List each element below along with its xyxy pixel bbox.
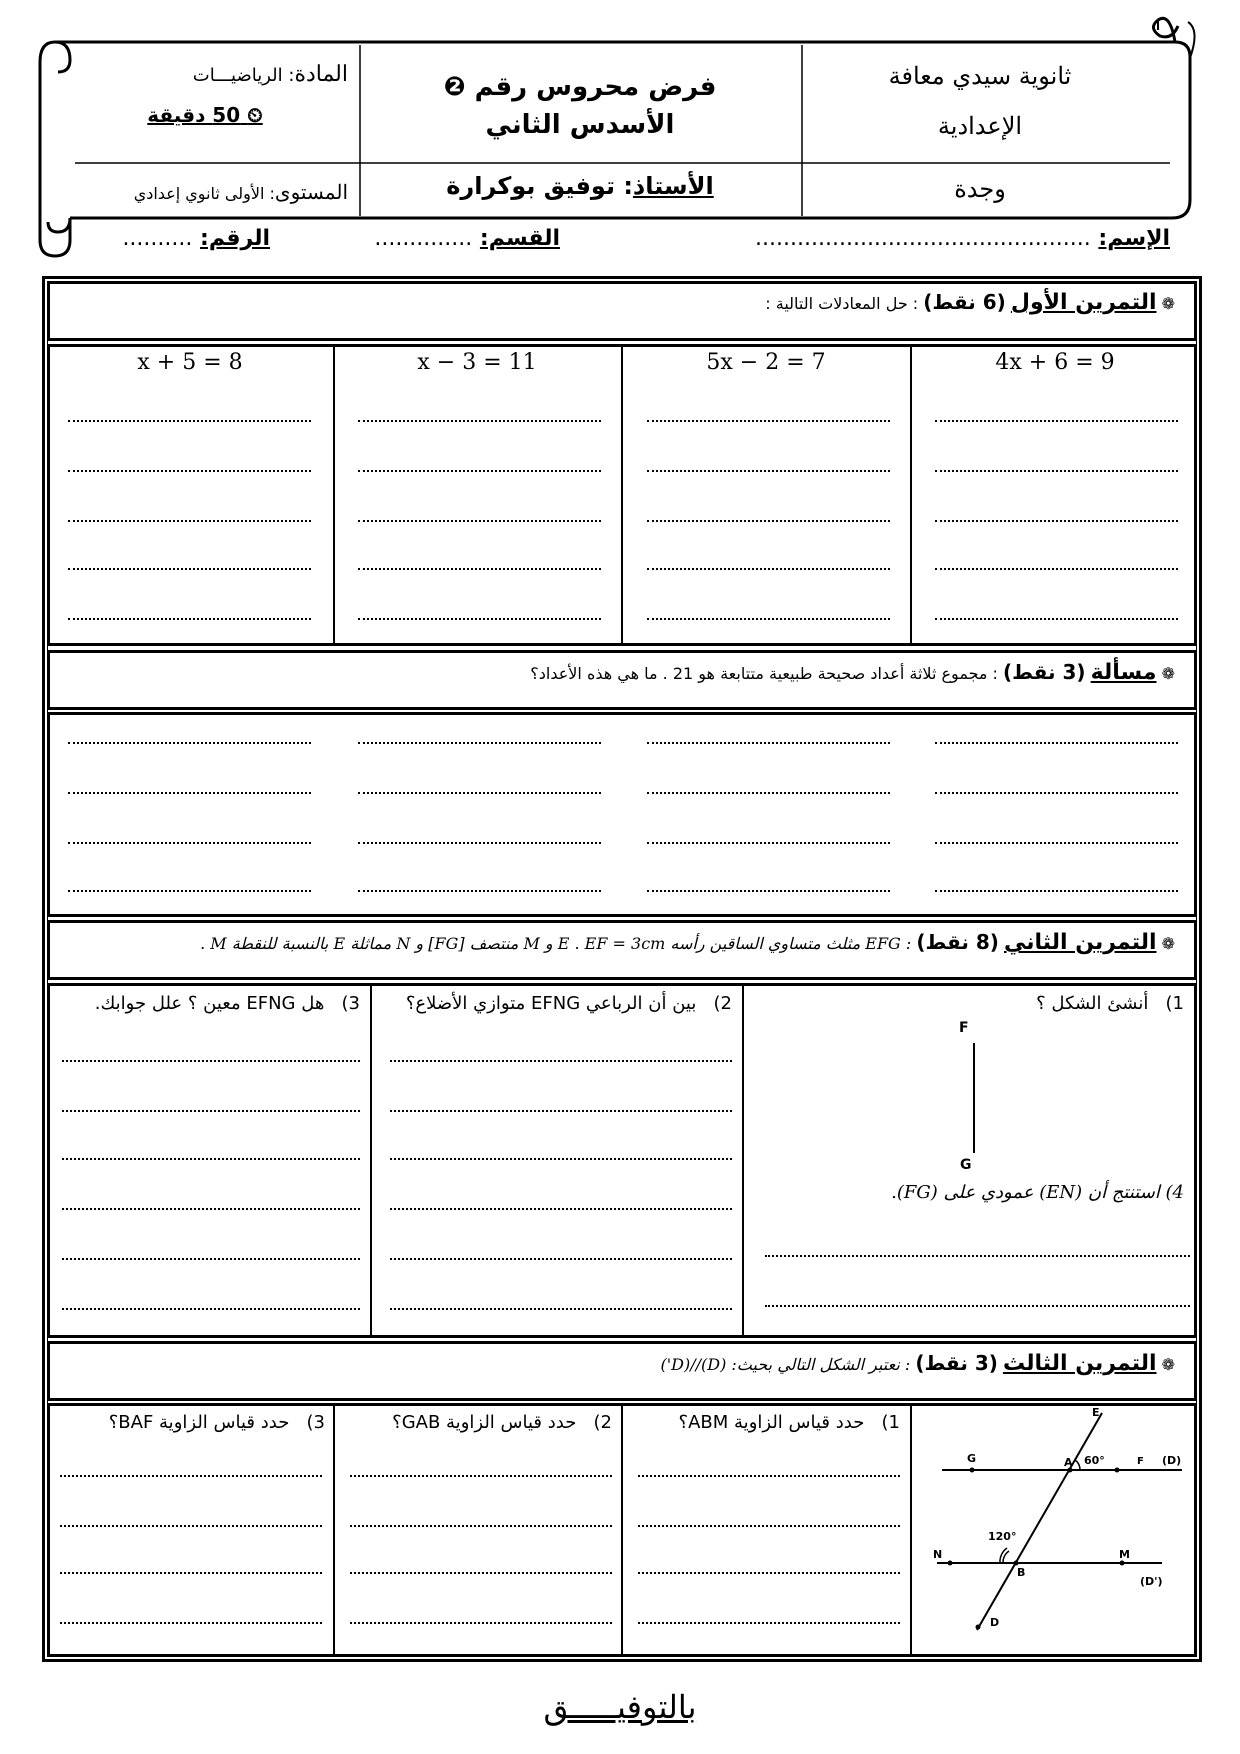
answer-line[interactable] [68, 470, 311, 472]
fig-label-g: G [967, 1452, 977, 1465]
answer-line[interactable] [350, 1572, 612, 1574]
fig-label-b: B [1017, 1566, 1026, 1579]
answer-line[interactable] [647, 792, 890, 794]
answer-line[interactable] [62, 1060, 360, 1062]
answer-line[interactable] [68, 890, 311, 892]
ex2-points: (8 نقط) [916, 930, 999, 954]
equation-1: 4x + 6 = 9 [995, 350, 1115, 375]
student-number-field[interactable] [80, 226, 270, 251]
ex3-heading [60, 1351, 1175, 1376]
school-name: ثانوية سيدي معافة [888, 62, 1072, 90]
teacher-label: الأستاذ [632, 172, 714, 200]
parallel-lines-figure [912, 1405, 1195, 1655]
answer-line[interactable] [68, 520, 311, 522]
answer-line[interactable] [62, 1110, 360, 1112]
ex3-q2 [342, 1412, 612, 1433]
answer-line[interactable] [62, 1258, 360, 1260]
duration-line [120, 103, 290, 127]
answer-line[interactable] [390, 1258, 732, 1260]
answer-line[interactable] [68, 420, 311, 422]
answer-line[interactable] [647, 618, 890, 620]
answer-line[interactable] [935, 742, 1178, 744]
problem-heading [60, 660, 1175, 685]
unit-city: وجدة [954, 175, 1006, 203]
equation-4: x + 5 = 8 [137, 350, 243, 375]
ex1-points: (6 نقط) [923, 290, 1006, 314]
answer-line[interactable] [935, 842, 1178, 844]
answer-line[interactable] [765, 1305, 1190, 1307]
answer-line[interactable] [638, 1622, 900, 1624]
student-number-dots: .......... [122, 226, 193, 251]
answer-line[interactable] [60, 1622, 322, 1624]
school-name-line2: الإعدادية [937, 112, 1023, 140]
ex3-q1 [630, 1412, 900, 1433]
ex3-text: : نعتبر الشكل التالي بحيث: (D)//(D') [660, 1355, 911, 1374]
ex3-q1-text: حدد قياس الزاوية ABM؟ [678, 1412, 865, 1433]
ex2-q1-text: أنشئ الشكل ؟ [1036, 993, 1149, 1014]
ex2-heading [60, 930, 1175, 955]
ex2-text: : EFG مثلث متساوي الساقين رأسه E . EF = 3cm و M منتصف [FG] و N مماثلة E بالنسبة للنقطة M . [200, 934, 912, 953]
fig-label-n: N [933, 1548, 943, 1561]
answer-line[interactable] [935, 792, 1178, 794]
ex3-title: التمرين الثالث [1002, 1351, 1157, 1376]
answer-line[interactable] [358, 618, 601, 620]
ex3-q2-text: حدد قياس الزاوية GAB؟ [392, 1412, 577, 1433]
ex1-heading [60, 290, 1175, 315]
answer-line[interactable] [68, 618, 311, 620]
ex2-q3 [55, 993, 360, 1014]
answer-line[interactable] [390, 1208, 732, 1210]
subject-label: المادة [294, 62, 348, 87]
answer-line[interactable] [638, 1525, 900, 1527]
student-number-label: الرقم: [200, 226, 270, 251]
answer-line[interactable] [350, 1622, 612, 1624]
answer-line[interactable] [358, 520, 601, 522]
equation-3: x − 3 = 11 [417, 350, 537, 375]
answer-line[interactable] [358, 890, 601, 892]
answer-line[interactable] [647, 890, 890, 892]
answer-line[interactable] [62, 1308, 360, 1310]
equation-2: 5x − 2 = 7 [706, 350, 826, 375]
clock-icon: ⏲ [247, 103, 263, 127]
ex3-q3-text: حدد قياس الزاوية BAF؟ [108, 1412, 290, 1433]
answer-line[interactable] [765, 1255, 1190, 1257]
answer-line[interactable] [358, 470, 601, 472]
answer-line[interactable] [390, 1308, 732, 1310]
flower-icon: ❁ [1161, 294, 1175, 313]
answer-line[interactable] [62, 1158, 360, 1160]
level-label: المستوى [274, 180, 348, 204]
answer-line[interactable] [935, 520, 1178, 522]
segment-fg-figure [940, 1015, 1020, 1175]
exam-title: فرض محروس رقم ❷ [443, 72, 717, 102]
answer-line[interactable] [935, 420, 1178, 422]
answer-line[interactable] [60, 1475, 322, 1477]
subject-line [80, 62, 348, 87]
transversal-ed [977, 1413, 1102, 1630]
answer-line[interactable] [68, 842, 311, 844]
ex2-q2 [380, 993, 732, 1014]
ex3-points: (3 نقط) [915, 1351, 998, 1375]
subject-value: : الرياضيـــات [192, 65, 295, 86]
answer-line[interactable] [638, 1572, 900, 1574]
teacher-line [380, 172, 780, 200]
ex2-title: التمرين الثاني [1004, 930, 1157, 955]
answer-line[interactable] [358, 420, 601, 422]
ex1-title: التمرين الأول [1010, 290, 1157, 315]
ex2-q2-number: 2) [713, 993, 732, 1014]
student-name-dots: ................................................ [755, 226, 1091, 251]
fig-label-e: E [1092, 1406, 1100, 1419]
ex2-q1-number: 1) [1165, 993, 1184, 1014]
level-line [80, 180, 348, 204]
ex2-q1 [752, 993, 1184, 1014]
teacher-name: : توفيق بوكرارة [446, 172, 633, 200]
fig-label-a: A [1064, 1456, 1073, 1469]
answer-line[interactable] [390, 1060, 732, 1062]
ex2-q2-text: بين أن الرباعي EFNG متوازي الأضلاع؟ [405, 993, 697, 1014]
semester-title: الأسدس الثاني [485, 110, 675, 140]
fig-label-d-line: (D) [1162, 1454, 1182, 1467]
answer-line[interactable] [935, 470, 1178, 472]
fig-label-d-prime-line: (D') [1140, 1575, 1163, 1588]
ex3-q3 [55, 1412, 325, 1433]
answer-line[interactable] [935, 568, 1178, 570]
good-luck-footer: بالتوفيـــــق [543, 1688, 697, 1726]
ex2-q3-text: هل EFNG معين ؟ علل جوابك. [94, 993, 325, 1014]
ex3-q1-number: 1) [881, 1412, 900, 1433]
answer-line[interactable] [647, 568, 890, 570]
flower-icon: ❁ [1161, 664, 1175, 683]
ex2-q4: 4) استنتج أن (EN) عمودي على (FG). [891, 1182, 1184, 1203]
level-value: : الأولى ثانوي إعدادي [133, 184, 275, 203]
fig-label-d: D [990, 1616, 1000, 1629]
answer-line[interactable] [390, 1158, 732, 1160]
ex3-q2-number: 2) [593, 1412, 612, 1433]
answer-line[interactable] [647, 742, 890, 744]
fig-label-m: M [1119, 1548, 1130, 1561]
ex2-q3-number: 3) [341, 993, 360, 1014]
problem-text: : مجموع ثلاثة أعداد صحيحة طبيعية متتابعة هو 21 . ما هي هذه الأعداد؟ [530, 664, 998, 683]
answer-line[interactable] [647, 520, 890, 522]
student-class-field[interactable] [320, 226, 560, 251]
answer-line[interactable] [647, 470, 890, 472]
answer-line[interactable] [638, 1475, 900, 1477]
answer-line[interactable] [390, 1110, 732, 1112]
problem-points: (3 نقط) [1003, 660, 1086, 684]
answer-line[interactable] [358, 742, 601, 744]
student-name-label: الإسم: [1098, 226, 1170, 251]
problem-title: مسألة [1090, 660, 1157, 685]
fig-label-f: F [1137, 1456, 1144, 1467]
answer-line[interactable] [358, 792, 601, 794]
fig-angle-120: 120° [988, 1530, 1017, 1543]
ex2-answer-grid [47, 983, 1197, 1338]
student-name-field[interactable] [755, 226, 1170, 251]
label-g: G [960, 1157, 972, 1173]
duration-value: 50 دقيقة [147, 103, 241, 127]
flower-icon: ❁ [1161, 1355, 1175, 1374]
answer-line[interactable] [68, 568, 311, 570]
student-class-dots: .............. [374, 226, 473, 251]
answer-line[interactable] [60, 1572, 322, 1574]
answer-line[interactable] [935, 890, 1178, 892]
label-f: F [959, 1020, 969, 1036]
answer-line[interactable] [350, 1525, 612, 1527]
student-class-label: القسم: [479, 226, 560, 251]
answer-line[interactable] [358, 568, 601, 570]
flower-icon: ❁ [1161, 934, 1175, 953]
answer-line[interactable] [62, 1208, 360, 1210]
fig-angle-60: 60° [1084, 1454, 1105, 1467]
answer-line[interactable] [935, 618, 1178, 620]
answer-line[interactable] [647, 420, 890, 422]
ex1-instruction: : حل المعادلات التالية : [765, 294, 919, 313]
answer-line[interactable] [358, 842, 601, 844]
ex3-q3-number: 3) [306, 1412, 325, 1433]
answer-line[interactable] [68, 742, 311, 744]
answer-line[interactable] [647, 842, 890, 844]
answer-line[interactable] [60, 1525, 322, 1527]
answer-line[interactable] [350, 1475, 612, 1477]
answer-line[interactable] [68, 792, 311, 794]
